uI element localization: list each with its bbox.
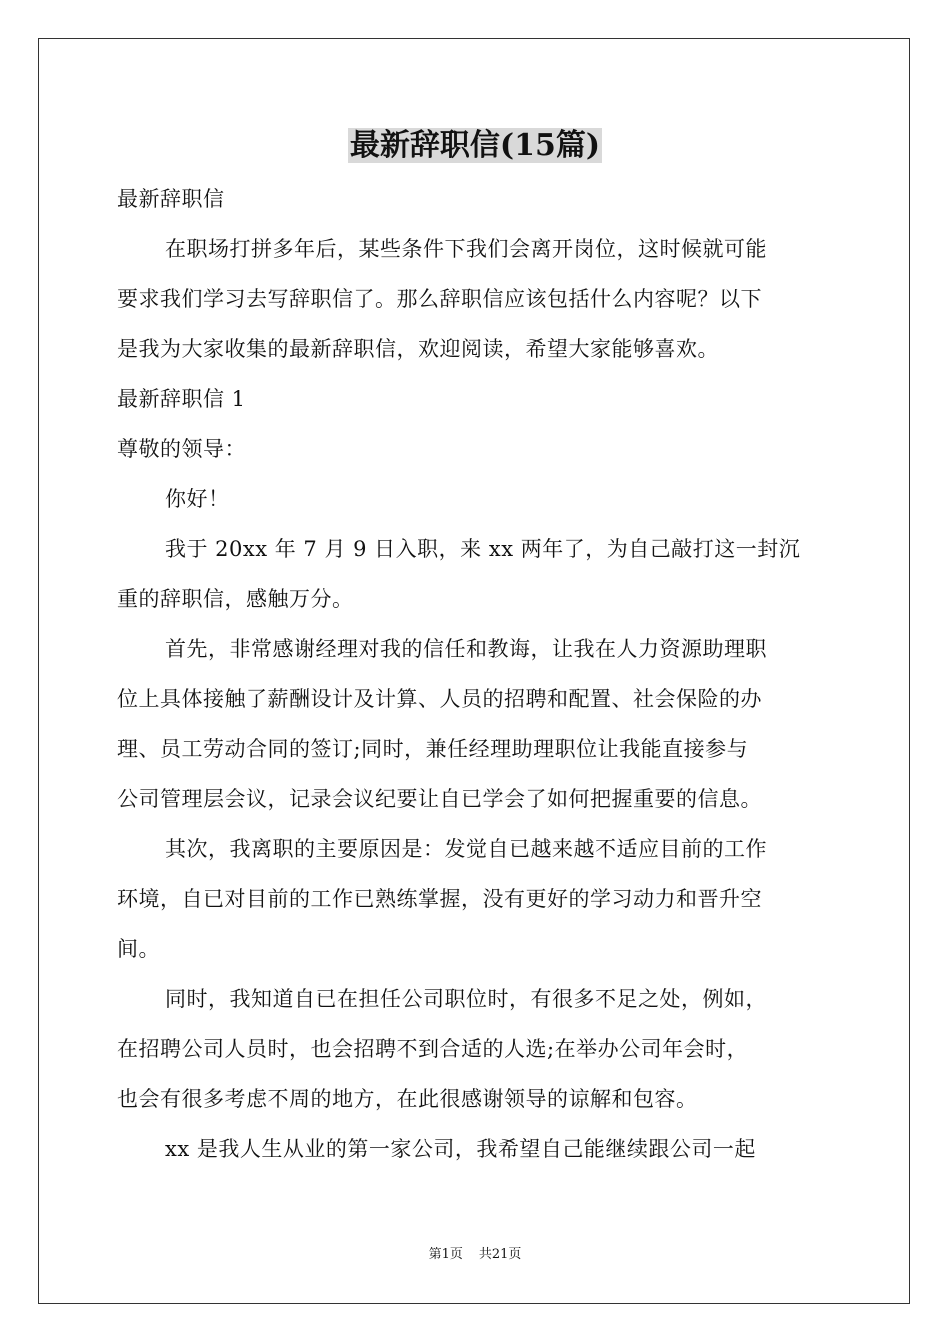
document-title xyxy=(0,124,950,168)
paragraph-line: xx 是我人生从业的第一家公司，我希望自己能继续跟公司一起 xyxy=(165,1137,756,1161)
intro-paragraph-line: 在职场打拼多年后，某些条件下我们会离开岗位，这时候就可能 xyxy=(165,237,767,261)
paragraph-line: 环境，自已对目前的工作已熟练掌握，没有更好的学习动力和晋升空 xyxy=(117,887,762,911)
paragraph-line: 我于 20xx 年 7 月 9 日入职，来 xx 两年了，为自己敲打这一封沉 xyxy=(165,537,801,561)
intro-paragraph-line: 是我为大家收集的最新辞职信，欢迎阅读，希望大家能够喜欢。 xyxy=(117,337,719,361)
paragraph-line: 也会有很多考虑不周的地方，在此很感谢领导的谅解和包容。 xyxy=(117,1087,698,1111)
page-footer xyxy=(0,1246,950,1264)
paragraph-line: 间。 xyxy=(117,937,160,961)
page-total: 共21页 xyxy=(478,1247,522,1262)
paragraph-line: 在招聘公司人员时，也会招聘不到合适的人选;在举办公司年会时， xyxy=(117,1037,749,1061)
page-border xyxy=(38,38,910,1304)
paragraph-line: 公司管理层会议，记录会议纪要让自已学会了如何把握重要的信息。 xyxy=(117,787,762,811)
paragraph-line: 理、员工劳动合同的签订;同时，兼任经理助理职位让我能直接参与 xyxy=(117,737,749,761)
letter-heading: 最新辞职信 1 xyxy=(117,387,246,411)
intro-paragraph-line: 要求我们学习去写辞职信了。那么辞职信应该包括什么内容呢？以下 xyxy=(117,287,762,311)
paragraph-line: 同时，我知道自已在担任公司职位时，有很多不足之处，例如， xyxy=(165,987,767,1011)
paragraph-line: 其次，我离职的主要原因是：发觉自已越来越不适应目前的工作 xyxy=(165,837,767,861)
paragraph-line: 位上具体接触了薪酬设计及计算、人员的招聘和配置、社会保险的办 xyxy=(117,687,762,711)
page-number: 第1页 xyxy=(428,1247,463,1262)
section-heading: 最新辞职信 xyxy=(117,187,225,211)
paragraph-line: 首先，非常感谢经理对我的信任和教诲，让我在人力资源助理职 xyxy=(165,637,767,661)
salutation: 尊敬的领导： xyxy=(117,437,246,461)
paragraph-line: 重的辞职信，感触万分。 xyxy=(117,587,354,611)
greeting: 你好！ xyxy=(165,487,230,511)
document-title-text: 最新辞职信(15篇) xyxy=(349,128,601,163)
